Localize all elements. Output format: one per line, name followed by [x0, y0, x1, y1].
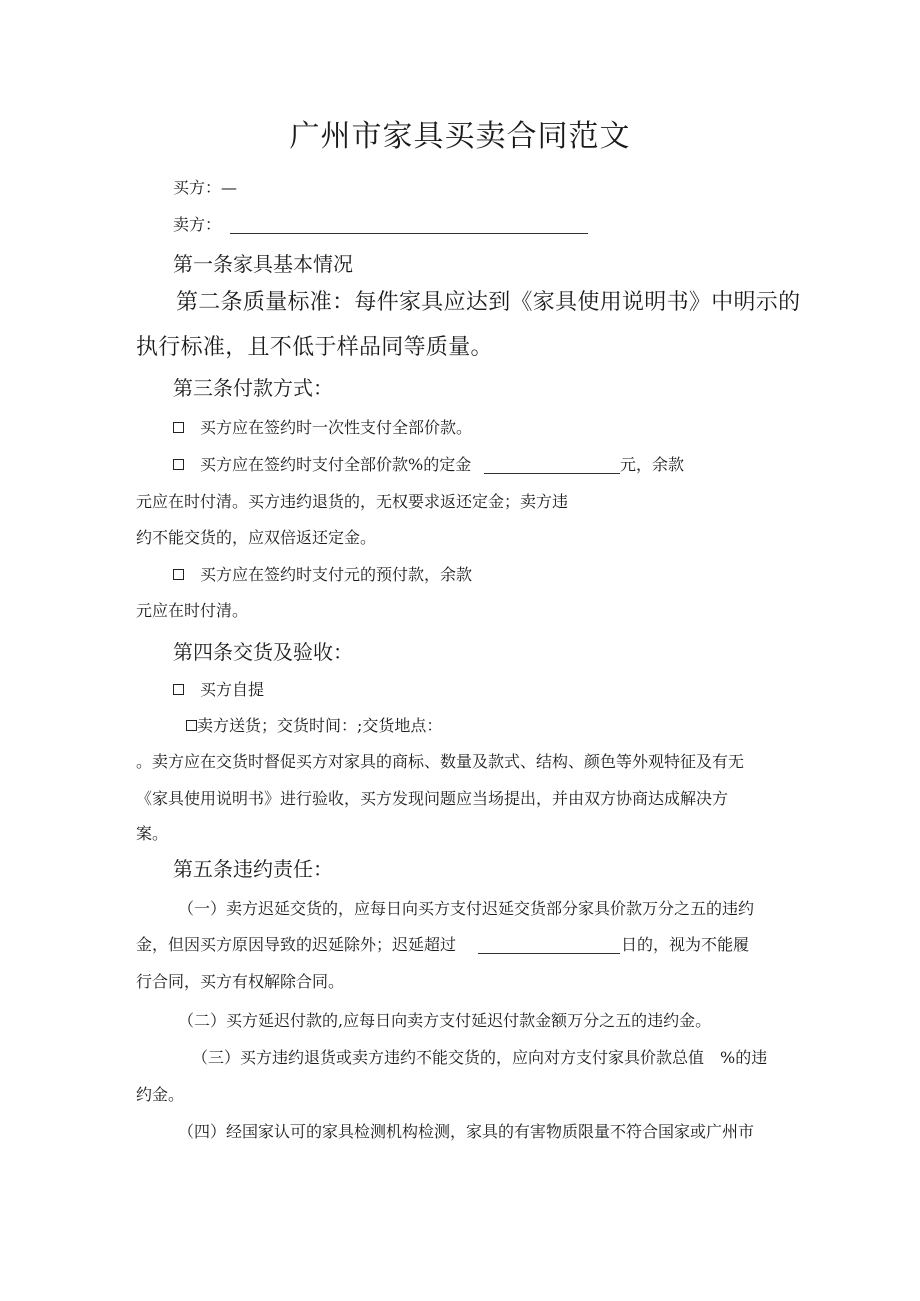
clause-2: （二）买方延迟付款的,应每日向卖方支付延迟付款金额万分之五的违约金。: [178, 1011, 712, 1030]
deposit-amount-underline: [484, 473, 620, 474]
payment-option-2-line-2: 元应在时付清。买方违约退货的，无权要求返还定金；卖方违: [136, 492, 569, 511]
delivery-option-2-text: 卖方送货；交货时间：;交货地点：: [197, 716, 443, 735]
delivery-option-2: [186, 718, 442, 734]
article-5-heading: 第五条违约责任：: [173, 857, 333, 881]
seller-blank-underline: [230, 233, 588, 234]
clause-1-line-2-tail: 日的，视为不能履: [621, 935, 750, 954]
payment-option-2-tail: 元，余款: [620, 455, 685, 474]
document-title: 广州市家具买卖合同范文: [289, 119, 631, 154]
clause-1-line-1: （一）卖方迟延交货的，应每日向买方支付迟延交货部分家具价款万分之五的违约: [178, 899, 755, 918]
checkbox-icon: [173, 422, 184, 433]
payment-option-1: [173, 420, 472, 436]
article-2-line-2: 执行标准，且不低于样品同等质量。: [136, 335, 493, 360]
inspection-line-1: 。卖方应在交货时督促买方对家具的商标、数量及款式、结构、颜色等外观特征及有无: [136, 752, 745, 771]
seller-line: 卖方：: [173, 215, 222, 234]
buyer-line: 买方：—: [173, 178, 238, 197]
payment-option-3: [173, 567, 472, 583]
checkbox-icon: [173, 459, 184, 470]
checkbox-icon: [186, 720, 197, 731]
clause-4-line-1: （四）经国家认可的家具检测机构检测，家具的有害物质限量不符合国家或广州市: [178, 1122, 755, 1141]
checkbox-icon: [173, 684, 184, 695]
clause-3-line-2: 约金。: [136, 1085, 185, 1104]
article-1-heading: 第一条家具基本情况: [173, 252, 353, 276]
payment-option-2-line-3: 约不能交货的，应双倍返还定金。: [136, 528, 377, 547]
article-3-heading: 第三条付款方式：: [173, 376, 333, 400]
payment-option-1-text: 买方应在签约时一次性支付全部价款。: [200, 418, 473, 437]
delivery-option-1: [173, 682, 264, 698]
clause-1-line-3: 行合同，买方有权解除合同。: [136, 972, 345, 991]
clause-1-line-2: 金，但因买方原因导致的迟延除外；迟延超过: [136, 935, 457, 954]
clause-3-line-1: （三）买方违约退货或卖方违约不能交货的，应向对方支付家具价款总值 %的违: [192, 1048, 768, 1067]
inspection-line-3: 案。: [136, 824, 169, 843]
inspection-line-2: 《家具使用说明书》进行验收，买方发现问题应当场提出，并由双方协商达成解决方: [136, 789, 729, 808]
article-2-line-1: 第二条质量标准：每件家具应达到《家具使用说明书》中明示的: [176, 290, 801, 315]
payment-option-3-text: 买方应在签约时支付元的预付款，余款: [200, 565, 473, 584]
article-4-heading: 第四条交货及验收：: [173, 640, 353, 664]
payment-option-3-line-2: 元应在时付清。: [136, 601, 249, 620]
payment-option-2-text: 买方应在签约时支付全部价款%的定金: [200, 455, 472, 474]
checkbox-icon: [173, 569, 184, 580]
delay-days-underline: [478, 953, 620, 954]
payment-option-2: [173, 457, 471, 473]
delivery-option-1-text: 买方自提: [200, 680, 265, 699]
